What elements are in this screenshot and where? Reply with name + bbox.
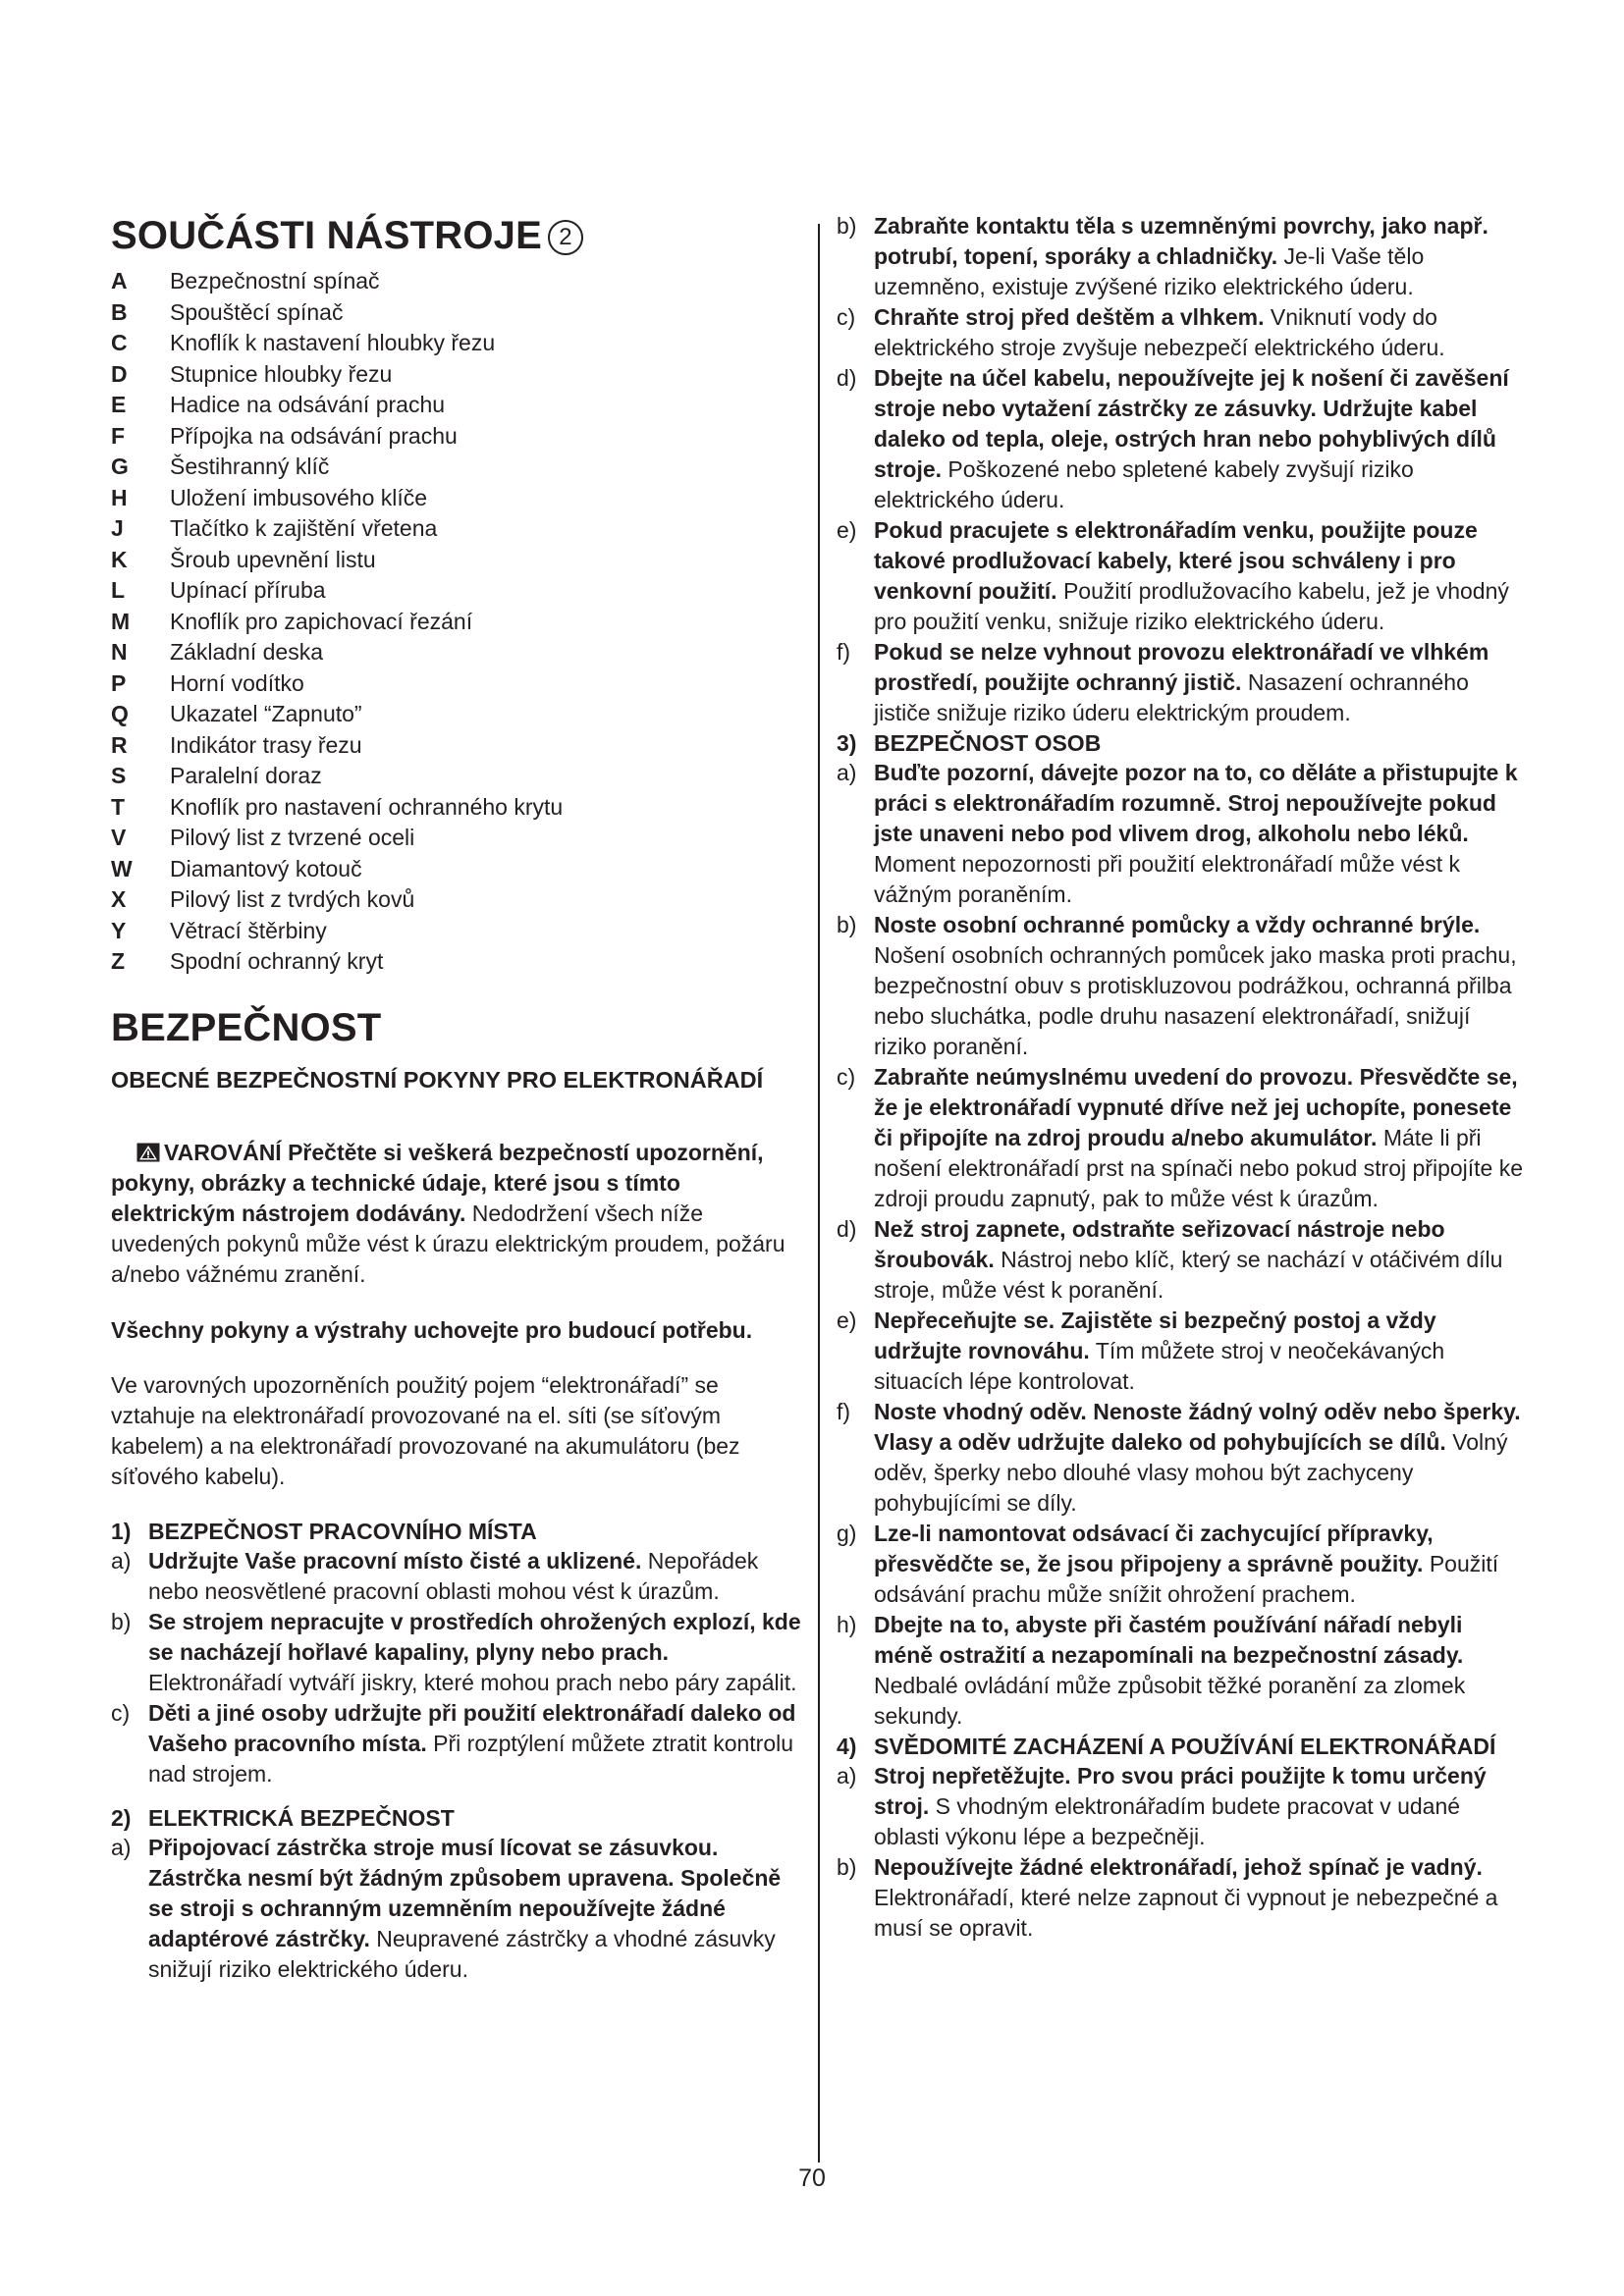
item-text	[148, 1546, 803, 1607]
item-bold-text: Lze-li namontovat odsávací či zachycující přípravky, přesvědčte se, že jsou připojeny a správně použity.	[874, 1521, 1434, 1576]
item-plain-text: Elektronářadí vytváří jiskry, které mohou prach nebo páry zapálit.	[148, 1669, 797, 1695]
parts-list-item	[111, 668, 803, 700]
spacer	[111, 1789, 803, 1803]
section-3	[837, 728, 1524, 1732]
part-name: Knoflík pro nastavení ochranného krytu	[170, 793, 564, 820]
part-name: Větrací štěrbiny	[170, 917, 327, 943]
item-plain-text: Je-li Vaše tělo uzemněno, existuje zvýšené riziko elektrického úderu.	[874, 243, 1425, 299]
safety-item	[837, 1306, 1524, 1397]
right-column	[837, 211, 1524, 1944]
parts-list-item	[111, 792, 803, 824]
part-name: Horní vodítko	[170, 669, 304, 696]
item-bold-text: Buďte pozorní, dávejte pozor na to, co děláte a přistupujte k práci s elektronářadím rozumně. Stroj nepoužívejte pokud jste unaveni nebo pod vlivem drog, alkoholu nebo léků.	[874, 760, 1518, 846]
part-name: Knoflík pro zapichovací řezání	[170, 608, 473, 634]
item-plain-text: Nasazení ochranného jističe snižuje riziko úderu elektrickým proudem.	[874, 669, 1469, 725]
section-number: 4)	[837, 1734, 857, 1759]
parts-list-item	[111, 730, 803, 762]
part-name: Stupnice hloubky řezu	[170, 360, 393, 387]
part-letter: A	[111, 268, 128, 294]
item-bold-text: Nepoužívejte žádné elektronářadí, jehož spínač je vadný.	[874, 1854, 1483, 1880]
item-letter: e)	[837, 1308, 857, 1333]
item-text	[874, 910, 1524, 1062]
part-name: Základní deska	[170, 639, 323, 665]
safety-subtitle: OBECNÉ BEZPEČNOSTNÍ POKYNY PRO ELEKTRONÁŘADÍ	[111, 1066, 764, 1093]
safety-item	[837, 1610, 1524, 1732]
item-bold-text: Připojovací zástrčka stroje musí lícovat se zásuvkou. Zástrčka nesmí být žádným způsobem upravena. Společně se stroji s ochranným uzemněním nepoužívejte žádné adaptérové zástrčky.	[148, 1834, 782, 1951]
part-letter: L	[111, 577, 126, 603]
item-text	[148, 1833, 803, 1985]
item-plain-text: Tím můžete stroj v neočekávaných situacích lépe kontrolovat.	[874, 1338, 1445, 1394]
item-text	[874, 1610, 1524, 1732]
item-letter: b)	[111, 1608, 132, 1634]
item-bold-text: Dbejte na to, abyste při častém používání nářadí nebyli méně ostražití a nezapomínali na bezpečnostní zásady.	[874, 1612, 1464, 1668]
parts-list-item	[111, 390, 803, 421]
part-name: Bezpečnostní spínač	[170, 268, 380, 294]
section-title: BEZPEČNOST PRACOVNÍHO MÍSTA	[148, 1518, 537, 1544]
part-letter: E	[111, 392, 127, 417]
part-letter: K	[111, 546, 128, 572]
part-letter: V	[111, 825, 127, 850]
warning-lead: VAROVÁNÍ Přečtěte si veškerá bezpečností upozornění, pokyny, obrázky a technické údaje, které jsou s tímto elektrickým nástrojem dodávány.	[111, 1139, 764, 1226]
part-letter: D	[111, 360, 128, 387]
part-letter: X	[111, 886, 127, 912]
parts-list-item	[111, 483, 803, 514]
item-letter: a)	[111, 1834, 132, 1860]
item-plain-text: Nedbalé ovládání může způsobit těžké poranění za zlomek sekundy.	[874, 1673, 1466, 1729]
item-bold-text: Noste vhodný oděv. Nenoste žádný volný oděv nebo šperky. Vlasy a oděv udržujte daleko od pohybujících se dílů.	[874, 1399, 1521, 1455]
safety-item	[111, 1833, 803, 1985]
safety-item	[837, 363, 1524, 515]
item-bold-text: Zabraňte neúmyslnému uvedení do provozu. Přesvědčte se, že je elektronářadí vypnuté dříve než jej uchopíte, ponesete či připojíte na zdroj proudu a/nebo akumulátor.	[874, 1064, 1518, 1150]
section-heading	[111, 1803, 803, 1833]
part-name: Pilový list z tvrzené oceli	[170, 825, 415, 850]
item-letter: g)	[837, 1521, 857, 1546]
item-text	[874, 1214, 1524, 1306]
part-letter: S	[111, 763, 127, 788]
part-letter: J	[111, 515, 124, 541]
part-name: Uložení imbusového klíče	[170, 484, 428, 510]
parts-list-item	[111, 266, 803, 297]
parts-list-item	[111, 328, 803, 359]
item-letter: d)	[837, 365, 857, 391]
safety-item	[837, 211, 1524, 302]
safety-item	[837, 758, 1524, 910]
item-bold-text: Děti a jiné osoby udržujte při použití elektronářadí daleko od Vašeho pracovního místa.	[148, 1699, 796, 1756]
part-letter: Q	[111, 701, 129, 726]
item-text	[874, 1852, 1524, 1944]
parts-list-item	[111, 545, 803, 576]
parts-list-item	[111, 421, 803, 453]
part-name: Ukazatel “Zapnuto”	[170, 701, 362, 726]
page-number: 70	[798, 2164, 826, 2192]
safety-item	[837, 1397, 1524, 1519]
safety-item	[111, 1607, 803, 1698]
item-text	[874, 1519, 1524, 1610]
item-text	[874, 211, 1524, 302]
part-name: Diamantový kotouč	[170, 855, 362, 881]
section-title: BEZPEČNOST OSOB	[874, 730, 1102, 756]
item-bold-text: Chraňte stroj před deštěm a vlhkem.	[874, 304, 1265, 330]
item-text	[874, 1397, 1524, 1519]
safety-item	[837, 302, 1524, 363]
safety-item	[837, 1761, 1524, 1852]
item-bold-text: Noste osobní ochranné pomůcky a vždy ochranné brýle.	[874, 912, 1481, 937]
item-letter: h)	[837, 1612, 857, 1637]
part-name: Spouštěcí spínač	[170, 298, 344, 325]
parts-list-item	[111, 761, 803, 792]
item-bold-text: Nepřeceňujte se. Zajistěte si bezpečný postoj a vždy udržujte rovnováhu.	[874, 1308, 1436, 1363]
item-plain-text: Volný oděv, šperky nebo dlouhé vlasy mohou být zachyceny pohybujícími se díly.	[874, 1429, 1508, 1516]
safety-item	[837, 910, 1524, 1062]
parts-list-item	[111, 823, 803, 854]
item-text	[874, 1306, 1524, 1397]
part-name: Upínací příruba	[170, 577, 326, 603]
item-text	[874, 637, 1524, 728]
part-name: Tlačítko k zajištění vřetena	[170, 515, 438, 541]
part-name: Knoflík k nastavení hloubky řezu	[170, 330, 496, 355]
item-plain-text: Elektronářadí, které nelze zapnout či vypnout je nebezpečné a musí se opravit.	[874, 1885, 1498, 1941]
parts-list-item	[111, 513, 803, 545]
part-letter: G	[111, 454, 129, 479]
item-letter: c)	[111, 1699, 131, 1726]
item-bold-text: Udržujte Vaše pracovní místo čisté a uklizené.	[148, 1547, 642, 1574]
part-letter: M	[111, 608, 131, 634]
safety-item	[837, 515, 1524, 637]
section-number: 3)	[837, 730, 857, 756]
safety-item	[837, 1519, 1524, 1610]
section-number: 1)	[111, 1518, 132, 1544]
item-text	[148, 1698, 803, 1789]
keep-note: Všechny pokyny a výstrahy uchovejte pro budoucí potřebu.	[111, 1316, 753, 1343]
item-letter: a)	[111, 1547, 132, 1574]
warning-block	[111, 1138, 803, 1290]
part-letter: H	[111, 484, 128, 510]
item-plain-text: Při rozptýlení můžete ztratit kontrolu nad strojem.	[148, 1730, 794, 1787]
part-name: Šestihranný klíč	[170, 454, 330, 479]
item-letter: b)	[837, 1854, 857, 1880]
part-name: Spodní ochranný kryt	[170, 948, 384, 974]
parts-title: SOUČÁSTI NÁSTROJE 2	[111, 211, 803, 260]
parts-list-item	[111, 607, 803, 638]
section-heading	[111, 1517, 803, 1546]
section-title: SVĚDOMITÉ ZACHÁZENÍ A POUŽÍVÁNÍ ELEKTRONÁŘADÍ	[874, 1734, 1496, 1759]
part-name: Šroub upevnění listu	[170, 546, 376, 572]
parts-list-item	[111, 575, 803, 607]
item-plain-text: S vhodným elektronářadím budete pracovat v udané oblasti výkonu lépe a bezpečněji.	[874, 1793, 1461, 1849]
term-note: Ve varovných upozorněních použitý pojem “elektronářadí” se vztahuje na elektronářadí provozované na el. síti (se síťovým kabelem) a na elektronářadí provozované na akumulátoru (bez síťového kabelu).	[111, 1371, 740, 1489]
item-letter: a)	[837, 1763, 857, 1789]
item-plain-text: Máte li při nošení elektronářadí prst na spínači nebo pokud stroj připojíte ke zdroji proudu zapnutý, pak to může vést k úrazům.	[874, 1125, 1524, 1211]
item-text	[874, 302, 1524, 363]
item-bold-text: Stroj nepřetěžujte. Pro svou práci použijte k tomu určený stroj.	[874, 1763, 1487, 1819]
item-plain-text: Použití odsávání prachu může snížit ohrožení prachem.	[874, 1551, 1499, 1607]
section-heading	[837, 1732, 1524, 1761]
item-letter: c)	[837, 1064, 856, 1090]
parts-list-item	[111, 637, 803, 668]
section-1	[111, 1517, 803, 1803]
parts-list-item	[111, 884, 803, 916]
safety-item	[111, 1546, 803, 1607]
figure-ref-circle: 2	[548, 220, 583, 255]
parts-list-item	[111, 854, 803, 885]
part-letter: T	[111, 793, 126, 820]
item-plain-text: Neupravené zástrčky a vhodné zásuvky snižují riziko elektrického úderu.	[148, 1925, 776, 1982]
part-letter: R	[111, 731, 128, 758]
item-bold-text: Zabraňte kontaktu těla s uzemněnými povrchy, jako např. potrubí, topení, sporáky a chladničky.	[874, 213, 1489, 269]
part-name: Přípojka na odsávání prachu	[170, 422, 458, 449]
item-text	[148, 1607, 803, 1698]
part-letter: Y	[111, 917, 127, 943]
left-column	[111, 211, 803, 1985]
part-name: Pilový list z tvrdých kovů	[170, 886, 415, 912]
item-letter: a)	[837, 760, 857, 785]
item-text	[874, 515, 1524, 637]
item-plain-text: Nepořádek nebo neosvětlené pracovní oblasti mohou vést k úrazům.	[148, 1547, 759, 1604]
item-text	[874, 1062, 1524, 1214]
part-letter: Z	[111, 948, 126, 974]
part-letter: P	[111, 669, 127, 696]
section-number: 2)	[111, 1804, 132, 1831]
item-plain-text: Vniknutí vody do elektrického stroje zvyšuje nebezpečí elektrického úderu.	[874, 304, 1445, 360]
item-plain-text: Nástroj nebo klíč, který se nachází v otáčivém dílu stroje, může vést k poranění.	[874, 1247, 1503, 1303]
part-letter: W	[111, 855, 133, 881]
section-title: ELEKTRICKÁ BEZPEČNOST	[148, 1804, 455, 1831]
parts-list	[111, 266, 803, 978]
section-2-continued	[837, 211, 1524, 728]
part-letter: N	[111, 639, 128, 665]
parts-list-item	[111, 359, 803, 391]
section-heading	[837, 728, 1524, 758]
item-letter: f)	[837, 639, 851, 665]
safety-item	[837, 1062, 1524, 1214]
item-letter: b)	[837, 213, 857, 239]
part-name: Paralelní doraz	[170, 763, 322, 788]
item-plain-text: Moment nepozornosti při použití elektronářadí může vést k vážným poraněním.	[874, 851, 1461, 907]
item-bold-text: Než stroj zapnete, odstraňte seřizovací nástroje nebo šroubovák.	[874, 1216, 1445, 1272]
parts-list-item	[111, 699, 803, 730]
parts-list-item	[111, 946, 803, 978]
item-plain-text: Poškozené nebo spletené kabely zvyšují riziko elektrického úderu.	[874, 456, 1414, 512]
part-name: Indikátor trasy řezu	[170, 731, 362, 758]
item-letter: c)	[837, 304, 856, 330]
safety-item	[111, 1698, 803, 1789]
item-bold-text: Se strojem nepracujte v prostředích ohrožených explozí, kde se nacházejí hořlavé kapaliny, plyny nebo prach.	[148, 1608, 801, 1665]
item-bold-text: Pokud pracujete s elektronářadím venku, použijte pouze takové prodlužovací kabely, které jsou schváleny i pro venkovní použití.	[874, 517, 1478, 604]
parts-list-item	[111, 297, 803, 329]
warning-icon	[136, 1143, 160, 1162]
part-letter: B	[111, 298, 128, 325]
item-text	[874, 1761, 1524, 1852]
item-plain-text: Použití prodlužovacího kabelu, jež je vhodný pro použití venku, snižuje riziko elektrického úderu.	[874, 578, 1509, 634]
part-name: Hadice na odsávání prachu	[170, 392, 446, 417]
safety-item	[837, 1852, 1524, 1944]
item-plain-text: Nošení osobních ochranných pomůcek jako maska proti prachu, bezpečnostní obuv s protiskluzovou podrážkou, ochranná přilba nebo sluchátka, podle druhu nasazení elektronářadí, snižují riziko poranění.	[874, 942, 1517, 1059]
item-bold-text: Dbejte na účel kabelu, nepoužívejte jej k nošení či zavěšení stroje nebo vytažení zástrčky ze zásuvky. Udržujte kabel daleko od tepla, oleje, ostrých hran nebo pohyblivých dílů stroje.	[874, 365, 1509, 482]
parts-list-item	[111, 916, 803, 947]
safety-item	[837, 1214, 1524, 1306]
item-letter: f)	[837, 1399, 851, 1424]
section-2	[111, 1803, 803, 1985]
section-4	[837, 1732, 1524, 1944]
part-letter: F	[111, 422, 126, 449]
item-bold-text: Pokud se nelze vyhnout provozu elektronářadí ve vlhkém prostředí, použijte ochranný jistič.	[874, 639, 1489, 695]
item-letter: e)	[837, 517, 857, 543]
item-text	[874, 363, 1524, 515]
warning-text: Nedodržení všech níže uvedených pokynů může vést k úrazu elektrickým proudem, požáru a/nebo vážnému zranění.	[111, 1200, 785, 1287]
item-letter: b)	[837, 912, 857, 937]
column-divider	[818, 224, 820, 2163]
safety-title: BEZPEČNOST	[111, 1005, 382, 1049]
part-letter: C	[111, 330, 128, 355]
item-letter: d)	[837, 1216, 857, 1242]
parts-list-item	[111, 452, 803, 483]
item-text	[874, 758, 1524, 910]
safety-item	[837, 637, 1524, 728]
